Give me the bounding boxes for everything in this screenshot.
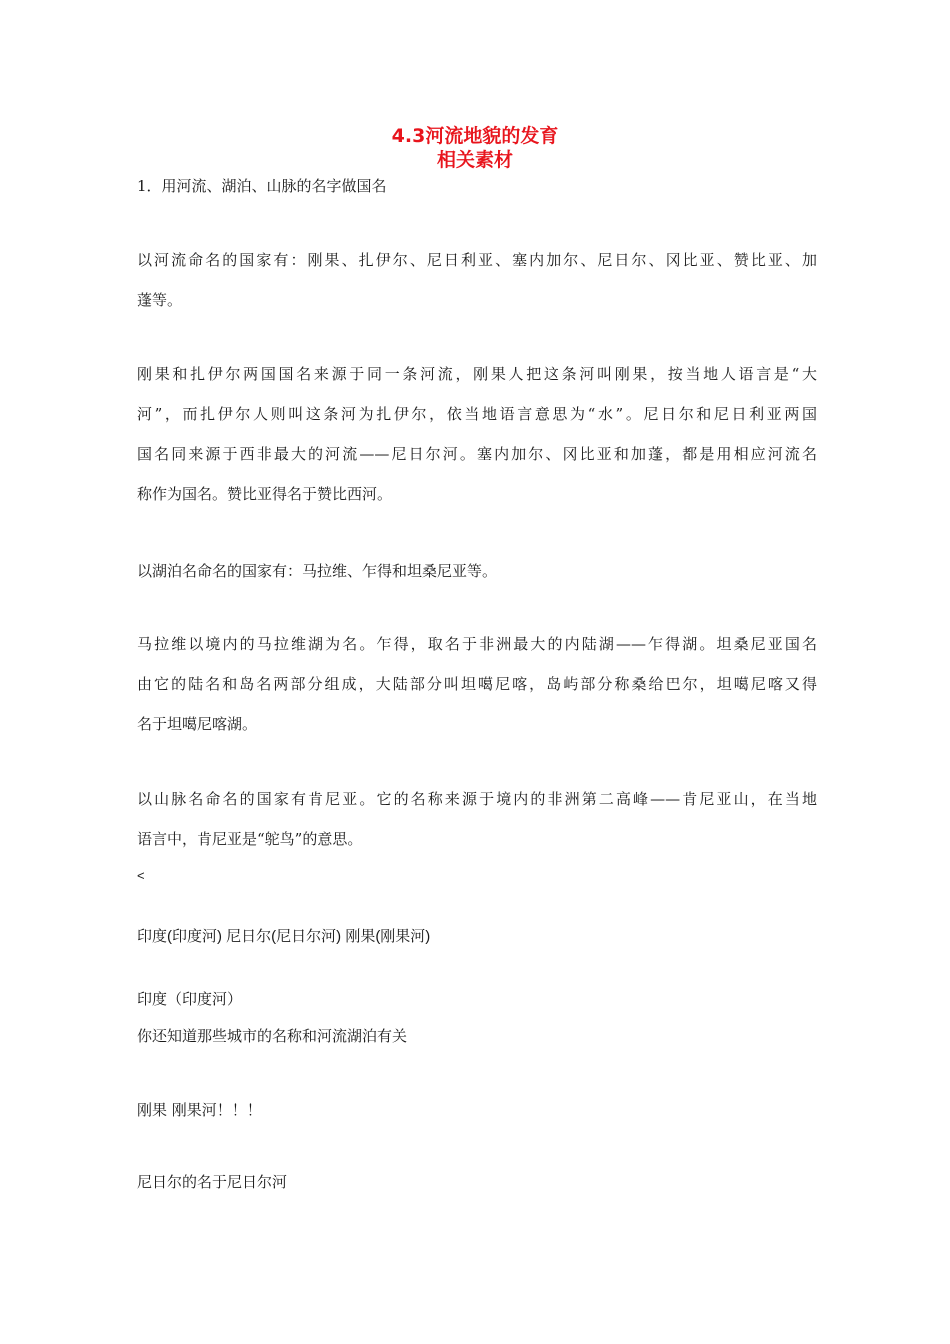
answer-line1: 刚果 刚果河！！！ — [137, 1101, 262, 1119]
paragraph-mountains-line1: 以山脉名命名的国家有肯尼亚。它的名称来源于境内的非洲第二高峰——肯尼亚山，在当地 — [137, 790, 817, 808]
paragraph-congo-line3: 国名同来源于西非最大的河流——尼日尔河。塞内加尔、冈比亚和加蓬，都是用相应河流名 — [137, 445, 817, 463]
paragraph-rivers-line1: 以河流命名的国家有：刚果、扎伊尔、尼日利亚、塞内加尔、尼日尔、冈比亚、赞比亚、加 — [137, 251, 817, 269]
stray-mark: < — [137, 868, 145, 883]
doc-title-line2: 相关素材 — [436, 149, 513, 171]
paragraph-malawi-line1: 马拉维以境内的马拉维湖为名。乍得，取名于非洲最大的内陆湖——乍得湖。坦桑尼亚国名 — [137, 635, 817, 653]
example-single: 印度（印度河） — [137, 990, 243, 1008]
paragraph-congo-line2: 河”，而扎伊尔人则叫这条河为扎伊尔，依当地语言意思为“水”。尼日尔和尼日利亚两国 — [137, 405, 817, 423]
paragraph-malawi-line3: 名于坦噶尼喀湖。 — [137, 715, 258, 733]
examples-line: 印度(印度河) 尼日尔(尼日尔河) 刚果(刚果河) — [137, 928, 431, 945]
question-line: 你还知道那些城市的名称和河流湖泊有关 — [137, 1027, 408, 1045]
paragraph-congo-line4: 称作为国名。赞比亚得名于赞比西河。 — [137, 485, 393, 503]
paragraph-congo-line1: 刚果和扎伊尔两国国名来源于同一条河流，刚果人把这条河叫刚果，按当地人语言是“大 — [137, 365, 817, 383]
paragraph-mountains-line2: 语言中，肯尼亚是“鸵鸟”的意思。 — [137, 830, 363, 848]
paragraph-malawi-line2: 由它的陆名和岛名两部分组成，大陆部分叫坦噶尼喀，岛屿部分称桑给巴尔，坦噶尼喀又得 — [137, 675, 817, 693]
paragraph-lakes: 以湖泊名命名的国家有：马拉维、乍得和坦桑尼亚等。 — [137, 562, 498, 580]
answer-line2: 尼日尔的名于尼日尔河 — [137, 1173, 288, 1191]
section-heading: 1．用河流、湖泊、山脉的名字做国名 — [137, 177, 387, 195]
paragraph-rivers-line2: 蓬等。 — [137, 291, 183, 309]
doc-title-line1: 4.3河流地貌的发育 — [391, 125, 559, 147]
